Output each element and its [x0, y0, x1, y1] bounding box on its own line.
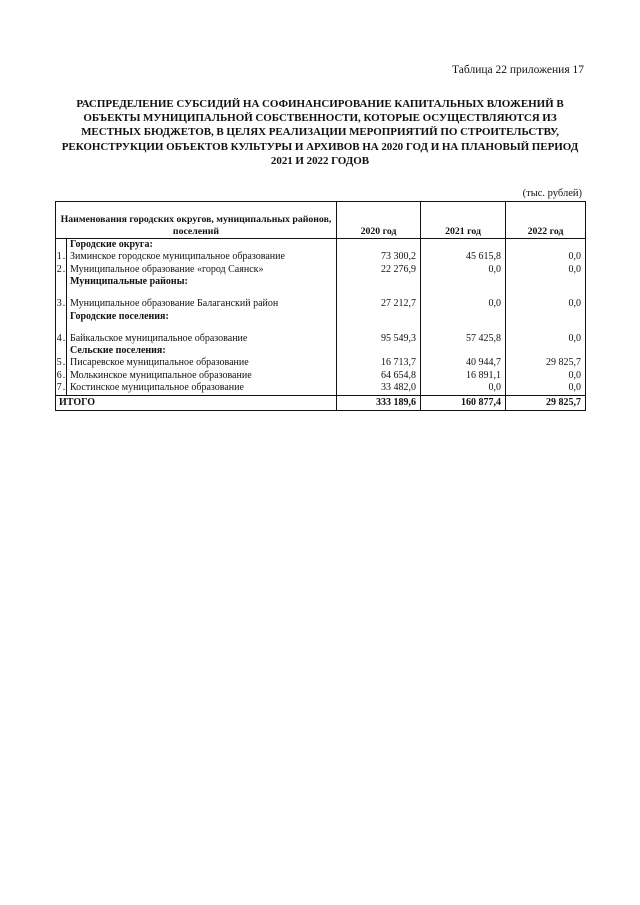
group-row — [56, 239, 586, 252]
row-value-2021: 45 615,8 — [421, 251, 506, 263]
row-value-2020: 33 482,0 — [337, 382, 421, 395]
header-2021: 2021 год — [421, 202, 506, 239]
row-name: Костинское муниципальное образование — [67, 382, 337, 395]
total-label: ИТОГО — [56, 395, 337, 410]
row-value-2020: 22 276,9 — [337, 264, 421, 276]
group-row — [56, 276, 586, 288]
row-value-2022: 0,0 — [506, 323, 586, 345]
group-label-urban-settlements: Городские поселения: — [67, 311, 337, 323]
table-row: 1. Зиминское городское муниципальное образование 73 300,2 45 615,8 0,0 — [56, 251, 586, 263]
row-value-2022: 0,0 — [506, 251, 586, 263]
row-number: 4 — [56, 332, 62, 344]
row-name: Байкальское муниципальное образование — [67, 323, 337, 345]
row-value-2020: 95 549,3 — [337, 323, 421, 345]
subsidies-table — [55, 201, 586, 411]
table-row: 7. Костинское муниципальное образование 33 482,0 0,0 0,0 — [56, 382, 586, 395]
row-number: 2 — [56, 263, 62, 275]
row-number: 1 — [56, 251, 62, 263]
table-caption: Таблица 22 приложения 17 — [452, 64, 584, 76]
table-header-row — [56, 202, 586, 239]
group-label-municipal-districts: Муниципальные районы: — [67, 276, 337, 288]
row-value-2021: 0,0 — [421, 264, 506, 276]
row-name: Зиминское городское муниципальное образование — [67, 251, 337, 263]
header-name: Наименования городских округов, муниципальных районов, поселений — [56, 202, 337, 239]
row-value-2021: 57 425,8 — [421, 323, 506, 345]
row-value-2020: 73 300,2 — [337, 251, 421, 263]
table-row: 3. Муниципальное образование Балаганский район 27 212,7 0,0 0,0 — [56, 289, 586, 311]
row-value-2022: 0,0 — [506, 289, 586, 311]
row-name: Муниципальное образование Балаганский район — [67, 289, 337, 311]
total-value-2022: 29 825,7 — [506, 395, 586, 410]
row-number: 6 — [56, 369, 62, 381]
group-row — [56, 345, 586, 357]
header-2022: 2022 год — [506, 202, 586, 239]
total-row — [56, 395, 586, 410]
row-value-2022: 0,0 — [506, 264, 586, 276]
row-name: Молькинское муниципальное образование — [67, 370, 337, 382]
document-title: РАСПРЕДЕЛЕНИЕ СУБСИДИЙ НА СОФИНАНСИРОВАНИЕ КАПИТАЛЬНЫХ ВЛОЖЕНИЙ В ОБЪЕКТЫ МУНИЦИПАЛЬНОЙ СОБСТВЕННОСТИ, КОТОРЫЕ ОСУЩЕСТВЛЯЮТСЯ ИЗ МЕСТНЫХ БЮДЖЕТОВ, В ЦЕЛЯХ РЕАЛИЗАЦИИ МЕРОПРИЯТИЙ ПО СТРОИТЕЛЬСТВУ, РЕКОНСТРУКЦИИ ОБЪЕКТОВ КУЛЬТУРЫ И АРХИВОВ НА 2020 ГОД И НА ПЛАНОВЫЙ ПЕРИОД 2021 И 2022 ГОДОВ — [61, 98, 579, 167]
row-value-2020: 27 212,7 — [337, 289, 421, 311]
total-value-2021: 160 877,4 — [421, 395, 506, 410]
group-label-city-districts: Городские округа: — [67, 239, 337, 252]
row-number: 3 — [56, 298, 62, 310]
total-value-2020: 333 189,6 — [337, 395, 421, 410]
row-value-2021: 40 944,7 — [421, 357, 506, 369]
row-value-2020: 16 713,7 — [337, 357, 421, 369]
row-number: 5 — [56, 357, 62, 369]
table-row: 5. Писаревское муниципальное образование 16 713,7 40 944,7 29 825,7 — [56, 357, 586, 369]
row-value-2022: 0,0 — [506, 370, 586, 382]
table-row: 2. Муниципальное образование «город Саянск» 22 276,9 0,0 0,0 — [56, 264, 586, 276]
header-2020: 2020 год — [337, 202, 421, 239]
row-value-2020: 64 654,8 — [337, 370, 421, 382]
row-value-2022: 0,0 — [506, 382, 586, 395]
group-label-rural-settlements: Сельские поселения: — [67, 345, 337, 357]
row-name: Писаревское муниципальное образование — [67, 357, 337, 369]
row-value-2021: 0,0 — [421, 289, 506, 311]
row-value-2021: 16 891,1 — [421, 370, 506, 382]
table-row: 4. Байкальское муниципальное образование 95 549,3 57 425,8 0,0 — [56, 323, 586, 345]
units-note: (тыс. рублей) — [522, 188, 582, 199]
row-value-2022: 29 825,7 — [506, 357, 586, 369]
row-name: Муниципальное образование «город Саянск» — [67, 264, 337, 276]
row-number: 7 — [56, 382, 62, 394]
group-row — [56, 311, 586, 323]
row-value-2021: 0,0 — [421, 382, 506, 395]
table-row: 6. Молькинское муниципальное образование 64 654,8 16 891,1 0,0 — [56, 370, 586, 382]
